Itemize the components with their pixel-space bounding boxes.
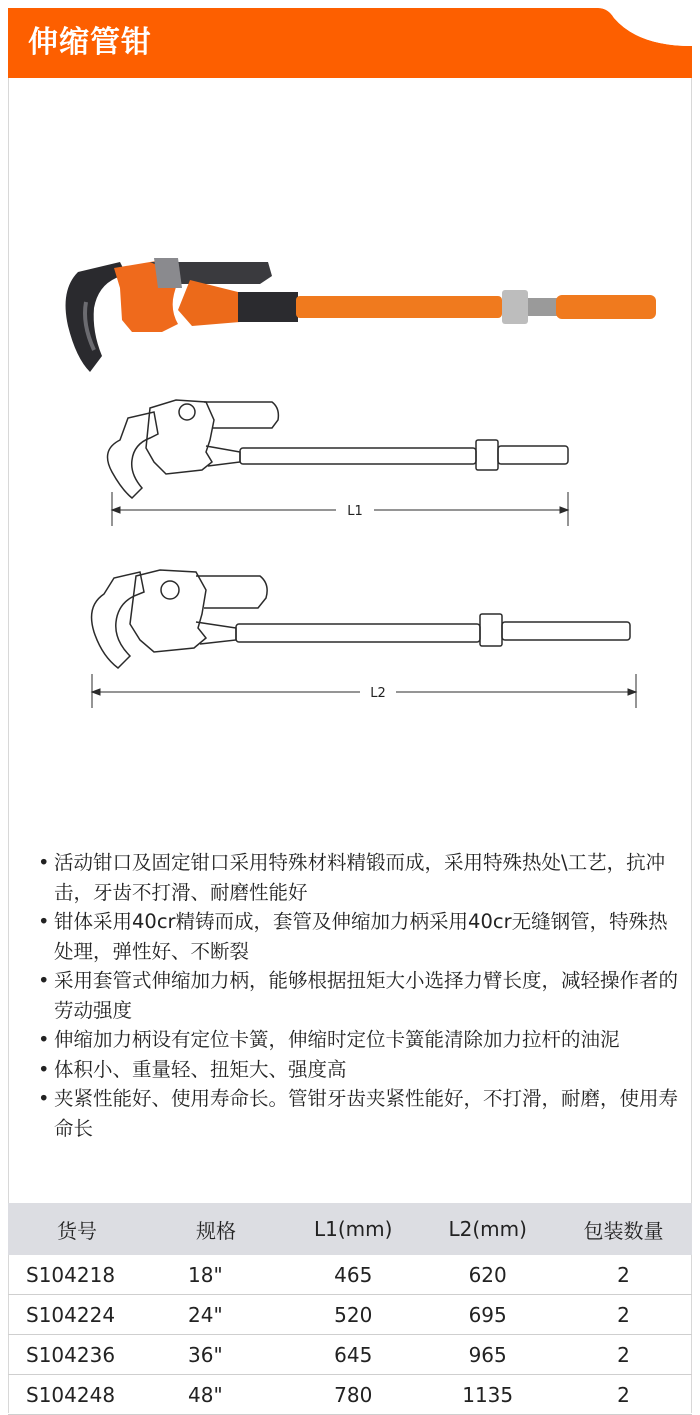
cell-spec: 48"	[146, 1375, 286, 1415]
table-row	[8, 1255, 692, 1295]
cell-item-no: S104224	[8, 1295, 146, 1335]
table-header-row	[8, 1203, 692, 1255]
header-l1: L1(mm)	[286, 1203, 420, 1255]
cell-pack-qty: 2	[555, 1375, 692, 1415]
table-row	[8, 1375, 692, 1415]
cell-pack-qty: 2	[555, 1335, 692, 1375]
cell-item-no: S104218	[8, 1255, 146, 1295]
bullet-icon: •	[38, 969, 50, 992]
cell-spec: 18"	[146, 1255, 286, 1295]
cell-pack-qty: 2	[555, 1255, 692, 1295]
cell-l2: 695	[420, 1295, 554, 1335]
cell-spec: 36"	[146, 1335, 286, 1375]
cell-l2: 1135	[420, 1375, 554, 1415]
header-item-no: 货号	[8, 1203, 146, 1255]
dimension-label-l1: L1	[347, 504, 363, 519]
cell-pack-qty: 2	[555, 1295, 692, 1335]
header-pack-qty: 包装数量	[555, 1203, 692, 1255]
drawing-l1	[108, 400, 569, 498]
feature-item: • 伸缩加力柄设有定位卡簧，伸缩时定位卡簧能清除加力拉杆的油泥	[38, 1025, 678, 1055]
cell-item-no: S104236	[8, 1335, 146, 1375]
bullet-icon: •	[38, 1087, 50, 1110]
page-title: 伸缩管钳	[28, 25, 152, 60]
bullet-icon: •	[38, 851, 50, 874]
cell-l1: 520	[286, 1295, 420, 1335]
table-row	[8, 1295, 692, 1335]
dimension-line-l1	[112, 492, 568, 526]
cell-l1: 465	[286, 1255, 420, 1295]
dimension-line-l2	[92, 674, 636, 708]
header-l2: L2(mm)	[420, 1203, 554, 1255]
feature-item: • 体积小、重量轻、扭矩大、强度高	[38, 1055, 678, 1085]
header-spec: 规格	[146, 1203, 286, 1255]
bullet-icon: •	[38, 1057, 50, 1081]
cell-l2: 620	[420, 1255, 554, 1295]
feature-item: • 钳体采用40cr精铸而成，套管及伸缩加力柄采用40cr无缝钢管，特殊热处理，弹性好、不断裂	[38, 907, 678, 966]
table-row	[8, 1335, 692, 1375]
drawing-l2	[92, 570, 630, 668]
cell-spec: 24"	[146, 1295, 286, 1335]
cell-l2: 965	[420, 1335, 554, 1375]
feature-item: • 夹紧性能好、使用寿命长。管钳牙齿夹紧性能好，不打滑，耐磨，使用寿命长	[38, 1084, 678, 1143]
spec-table	[8, 1203, 692, 1415]
bullet-icon: •	[38, 1028, 50, 1051]
feature-item: • 活动钳口及固定钳口采用特殊材料精锻而成，采用特殊热处\工艺，抗冲击，牙齿不打滑、耐磨性能好	[38, 848, 678, 907]
feature-list	[38, 848, 678, 1143]
cell-l1: 780	[286, 1375, 420, 1415]
feature-item: • 采用套管式伸缩加力柄，能够根据扭矩大小选择力臂长度，减轻操作者的劳动强度	[38, 966, 678, 1025]
cell-l1: 645	[286, 1335, 420, 1375]
cell-item-no: S104248	[8, 1375, 146, 1415]
dimension-label-l2: L2	[370, 686, 386, 701]
bullet-icon: •	[38, 910, 50, 933]
